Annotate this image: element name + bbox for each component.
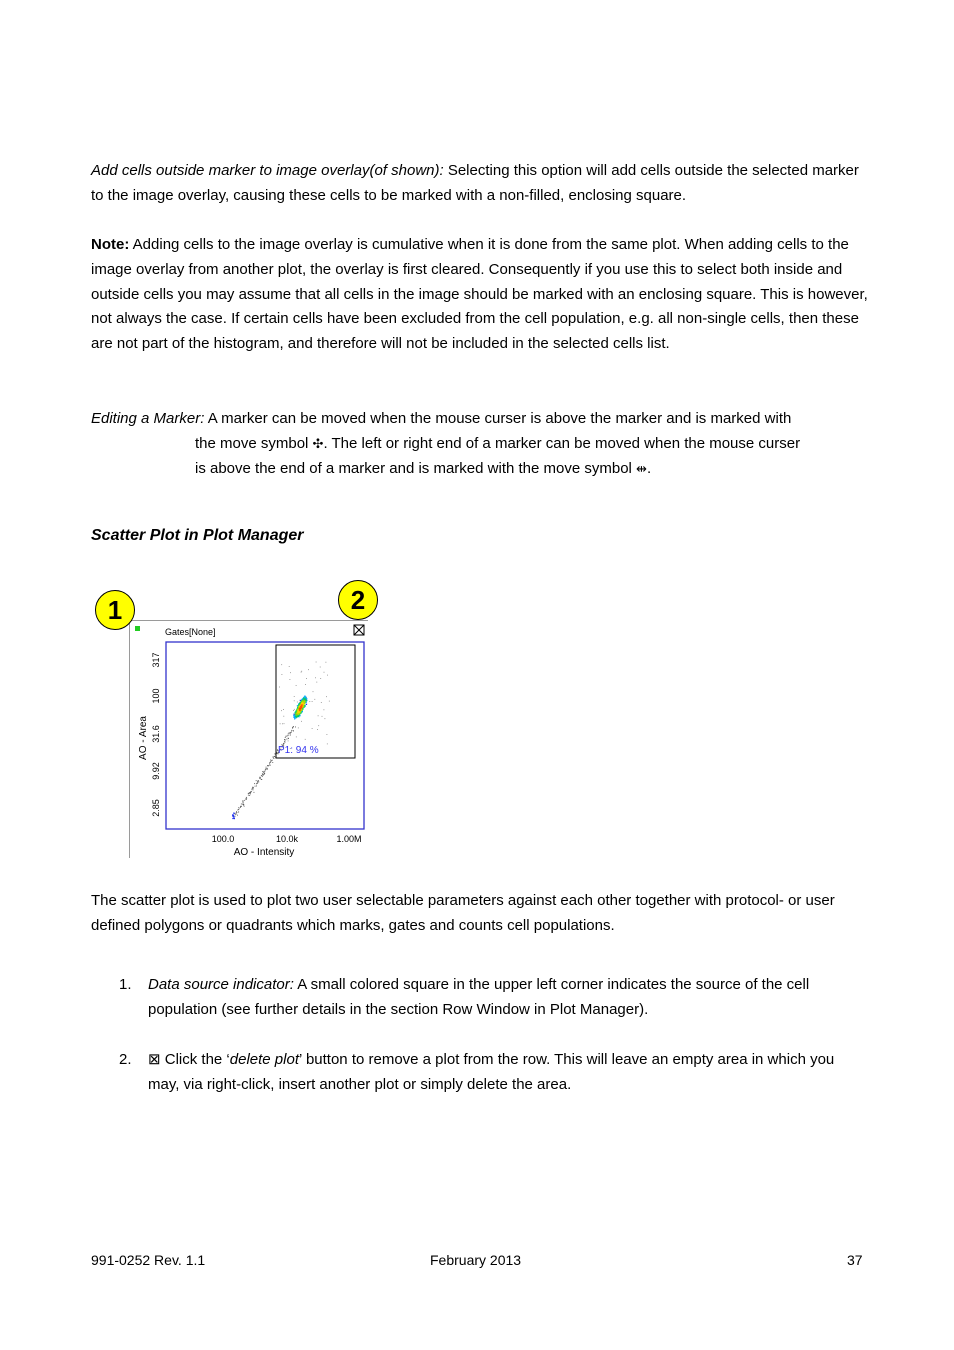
scatter-point xyxy=(309,701,310,702)
scatter-point xyxy=(269,762,270,763)
x-tick-label: 100.0 xyxy=(211,834,235,844)
scatter-point xyxy=(252,787,253,788)
scatter-point xyxy=(253,788,254,789)
scatter-point xyxy=(261,775,262,776)
scatter-point xyxy=(262,773,263,774)
scatter-point xyxy=(294,709,295,710)
scatter-point xyxy=(322,716,323,717)
scatter-point xyxy=(270,765,271,766)
scatter-point xyxy=(312,701,313,702)
scatter-point xyxy=(288,741,289,742)
y-tick-label: 317 xyxy=(151,652,161,668)
scatter-point xyxy=(294,700,295,701)
scatter-point xyxy=(296,737,297,738)
scatter-point xyxy=(283,709,284,710)
scatter-point xyxy=(248,795,249,796)
scatter-point xyxy=(240,806,241,807)
scatter-point xyxy=(306,704,307,705)
scatter-point xyxy=(303,706,304,707)
scatter-point xyxy=(246,797,247,798)
scatter-point xyxy=(285,736,286,737)
scatter-point xyxy=(293,715,294,716)
scatter-point xyxy=(300,700,301,701)
note-label: Note: xyxy=(91,236,130,253)
list-item xyxy=(119,1048,859,1098)
scatter-point xyxy=(246,798,247,799)
scatter-point xyxy=(290,672,291,673)
scatter-point xyxy=(242,802,243,803)
editing-line2b: . The left or right end of a marker can be moved when the mouse curser xyxy=(323,434,801,452)
scatter-point xyxy=(290,735,291,736)
scatter-point xyxy=(273,756,274,757)
editing-line2a: the move symbol xyxy=(195,434,313,452)
scatter-point xyxy=(264,772,265,773)
scatter-point xyxy=(301,672,302,673)
scatter-plot xyxy=(129,620,369,860)
scatter-point xyxy=(327,675,328,676)
scatter-point xyxy=(326,696,327,697)
scatter-point xyxy=(274,756,275,757)
scatter-point xyxy=(299,702,300,703)
scatter-point xyxy=(238,807,239,808)
scatter-point xyxy=(272,760,273,761)
list-number: 2. xyxy=(119,1051,132,1068)
list-number: 1. xyxy=(119,976,132,993)
scatter-point xyxy=(264,771,265,772)
paragraph-editing xyxy=(91,407,881,481)
scatter-point xyxy=(306,700,307,701)
scatter-point xyxy=(301,703,302,704)
scatter-point xyxy=(244,800,245,801)
scatter-point xyxy=(262,771,263,772)
scatter-point xyxy=(301,721,302,722)
scatter-point xyxy=(282,674,283,675)
footer-doc-id: 991-0252 Rev. 1.1 xyxy=(91,1252,206,1268)
scatter-point xyxy=(329,701,330,702)
delete-plot-icon: ⊠ xyxy=(148,1051,161,1068)
editing-line3a: is above the end of a marker and is marked with the move symbol xyxy=(195,459,637,477)
option-label: Add cells outside marker to image overlay(of shown): xyxy=(91,162,444,179)
scatter-point xyxy=(256,783,257,784)
scatter-point xyxy=(260,777,261,778)
scatter-point xyxy=(289,733,290,734)
scatter-point xyxy=(271,761,272,762)
scatter-point xyxy=(283,716,284,717)
scatter-point xyxy=(240,807,241,808)
scatter-point xyxy=(291,730,292,731)
option-text: Selecting this option will add cells outside the selected marker to the image overlay, causing these cells to be marked with a non-filled, enclosing square. xyxy=(91,162,859,204)
scatter-point xyxy=(314,699,315,700)
scatter-point xyxy=(306,678,307,679)
scatter-point xyxy=(304,696,305,697)
scatter-point xyxy=(274,753,275,754)
scatter-point xyxy=(250,794,251,795)
paragraph-add-cells xyxy=(91,159,871,209)
scatter-point xyxy=(284,723,285,724)
scatter-point xyxy=(237,815,238,816)
scatter-point xyxy=(264,773,265,774)
footer-page-number: 37 xyxy=(847,1252,863,1268)
scatter-point xyxy=(270,760,271,761)
y-tick-label: 31.6 xyxy=(151,725,161,743)
scatter-point xyxy=(325,718,326,719)
scatter-point xyxy=(318,725,319,726)
scatter-point xyxy=(295,727,296,728)
scatter-point xyxy=(303,698,304,699)
scatter-point xyxy=(273,757,274,758)
scatter-point xyxy=(249,795,250,796)
scatter-point xyxy=(250,792,251,793)
scatter-point xyxy=(306,697,307,698)
scatter-point xyxy=(298,728,299,729)
gate-p1-label: P1: 94 % xyxy=(278,745,319,756)
scatter-point xyxy=(304,699,305,700)
scatter-point xyxy=(261,779,262,780)
scatter-point xyxy=(266,768,267,769)
scatter-point xyxy=(285,742,286,743)
scatter-point xyxy=(238,812,239,813)
scatter-point xyxy=(280,723,281,724)
scatter-point xyxy=(297,707,298,708)
paragraph-note xyxy=(91,233,871,357)
scatter-point xyxy=(293,731,294,732)
scatter-point xyxy=(289,666,290,667)
scatter-point xyxy=(293,726,294,727)
x-axis-label: AO - Intensity xyxy=(233,847,295,858)
scatter-point xyxy=(257,782,258,783)
resize-icon: ⇹ xyxy=(636,460,647,476)
scatter-point xyxy=(235,816,236,817)
scatter-point xyxy=(269,765,270,766)
scatter-point xyxy=(246,799,247,800)
scatter-point xyxy=(296,713,297,714)
y-tick-label: 9.92 xyxy=(151,762,161,780)
scatter-point xyxy=(313,691,314,692)
scatter-point xyxy=(312,728,313,729)
scatter-point xyxy=(303,701,304,702)
scatter-point xyxy=(316,662,317,663)
section-heading: Scatter Plot in Plot Manager xyxy=(91,527,304,544)
scatter-point xyxy=(281,710,282,711)
scatter-point xyxy=(290,732,291,733)
scatter-point xyxy=(243,800,244,801)
scatter-point xyxy=(239,808,240,809)
scatter-point xyxy=(244,806,245,807)
scatter-point xyxy=(286,739,287,740)
scatter-point xyxy=(272,762,273,763)
scatter-point xyxy=(327,734,328,735)
move-icon: ✣ xyxy=(312,435,324,451)
scatter-point xyxy=(298,710,299,711)
note-text: Adding cells to the image overlay is cumulative when it is done from the same plot. When adding cells to the image overlay from another plot, the overlay is first cleared. Consequently if you use this to select both inside and outside cells you may assume that all cells in the image should be marked with an enclosing square. This is however, not always the case. If certain cells have been excluded from the cell population, e.g. all non-single cells, then these are not part of the histogram, and therefore will not be included in the selected cells list. xyxy=(91,236,868,353)
scatter-point xyxy=(251,789,252,790)
scatter-point xyxy=(298,704,299,705)
y-tick-label: 100 xyxy=(151,688,161,704)
scatter-point xyxy=(308,669,309,670)
scatter-point xyxy=(248,793,249,794)
scatter-point xyxy=(305,739,306,740)
scatter-point xyxy=(256,786,257,787)
scatter-point xyxy=(303,700,304,701)
editing-label: Editing a Marker: xyxy=(91,410,205,427)
scatter-point xyxy=(267,769,268,770)
scatter-point xyxy=(282,723,283,724)
scatter-point xyxy=(297,713,298,714)
scatter-point xyxy=(232,818,233,819)
scatter-point xyxy=(327,744,328,745)
scatter-point xyxy=(241,804,242,805)
list-item-emphasis: delete plot xyxy=(229,1051,299,1068)
scatter-point xyxy=(295,711,296,712)
scatter-point xyxy=(317,729,318,730)
scatter-point xyxy=(232,815,233,816)
scatter-point xyxy=(237,810,238,811)
scatter-point xyxy=(318,715,319,716)
scatter-point xyxy=(267,768,268,769)
scatter-point xyxy=(288,734,289,735)
scatter-point xyxy=(292,728,293,729)
editing-line3b: . xyxy=(646,459,652,477)
scatter-point xyxy=(258,782,259,783)
list-item-post: ’ button to remove a plot from the row. This will leave an empty area in which you may, via right-click, insert another plot or simply delete the area. xyxy=(148,1051,835,1093)
scatter-point xyxy=(279,687,280,688)
list-item-pre: Click the ‘ xyxy=(160,1051,230,1068)
y-axis-label: AO - Area xyxy=(138,716,149,760)
scatter-point xyxy=(290,679,291,680)
scatter-point xyxy=(297,702,298,703)
scatter-point xyxy=(243,802,244,803)
scatter-point xyxy=(301,709,302,710)
scatter-point xyxy=(236,811,237,812)
scatter-point xyxy=(268,765,269,766)
intro-text: The scatter plot is used to plot two user selectable parameters against each other together with protocol- or user defined polygons or quadrants which marks, gates and counts cell populations. xyxy=(91,892,835,934)
scatter-point xyxy=(283,743,284,744)
scatter-point xyxy=(287,736,288,737)
scatter-point xyxy=(301,699,302,700)
gates-label: Gates[None] xyxy=(165,627,216,637)
callout-badge-1: 1 xyxy=(95,590,135,630)
scatter-point xyxy=(288,735,289,736)
scatter-point xyxy=(253,789,254,790)
scatter-point xyxy=(300,709,301,710)
scatter-point xyxy=(281,664,282,665)
x-tick-label: 10.0k xyxy=(275,834,299,844)
scatter-point xyxy=(263,775,264,776)
scatter-point xyxy=(320,678,321,679)
scatter-point xyxy=(294,696,295,697)
scatter-point xyxy=(296,685,297,686)
scatter-point xyxy=(306,698,307,699)
scatter-point xyxy=(234,818,235,819)
y-tick-label: 2.85 xyxy=(151,799,161,817)
scatter-point xyxy=(306,702,307,703)
list-item-text: A small colored square in the upper left corner indicates the source of the cell population (see further details in the section Row Window in Plot Manager). xyxy=(148,976,810,1018)
scatter-point xyxy=(301,707,302,708)
x-tick-label: 1.00M xyxy=(336,834,362,844)
scatter-point xyxy=(320,667,321,668)
list-item-label: Data source indicator: xyxy=(148,976,294,993)
scatter-point xyxy=(301,671,302,672)
scatter-point xyxy=(256,780,257,781)
scatter-point xyxy=(297,716,298,717)
scatter-point xyxy=(301,705,302,706)
editing-line1: A marker can be moved when the mouse curser is above the marker and is marked with xyxy=(204,410,792,427)
scatter-point xyxy=(264,771,265,772)
scatter-point xyxy=(236,813,237,814)
scatter-point xyxy=(288,738,289,739)
scatter-point xyxy=(296,714,297,715)
scatter-point xyxy=(254,792,255,793)
scatter-point xyxy=(316,682,317,683)
scatter-point xyxy=(326,662,327,663)
scatter-point xyxy=(257,781,258,782)
scatter-point xyxy=(315,677,316,678)
scatter-point xyxy=(273,758,274,759)
plot-frame xyxy=(166,642,364,829)
paragraph-intro xyxy=(91,889,861,939)
scatter-point xyxy=(300,711,301,712)
scatter-point xyxy=(290,733,291,734)
scatter-point xyxy=(233,813,234,814)
scatter-point xyxy=(255,786,256,787)
scatter-point xyxy=(260,778,261,779)
scatter-point xyxy=(298,712,299,713)
list-item xyxy=(119,973,859,1023)
scatter-point xyxy=(285,737,286,738)
scatter-point xyxy=(250,793,251,794)
scatter-point xyxy=(243,804,244,805)
scatter-point xyxy=(235,814,236,815)
scatter-point xyxy=(285,740,286,741)
data-source-indicator xyxy=(135,626,140,631)
scatter-point xyxy=(324,709,325,710)
scatter-point xyxy=(295,717,296,718)
scatter-point xyxy=(266,767,267,768)
footer-date: February 2013 xyxy=(430,1252,522,1268)
scatter-point xyxy=(265,769,266,770)
scatter-point xyxy=(324,672,325,673)
callout-badge-2: 2 xyxy=(338,580,378,620)
scatter-point xyxy=(254,783,255,784)
scatter-point xyxy=(293,710,294,711)
scatter-point xyxy=(262,775,263,776)
scatter-point xyxy=(305,684,306,685)
delete-plot-button[interactable] xyxy=(354,625,364,635)
scatter-point xyxy=(321,702,322,703)
